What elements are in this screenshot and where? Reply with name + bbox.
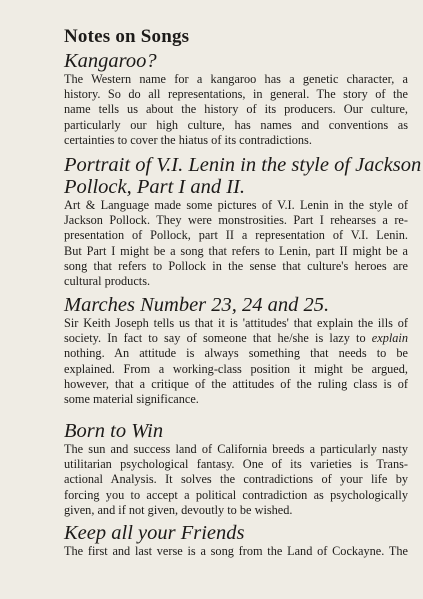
section-kangaroo [64,50,408,148]
page-title: Notes on Songs [64,26,190,47]
section-born-to-win [64,420,408,518]
section-keep-friends [64,522,408,559]
section-body: Sir Keith Joseph tells us that it is 'attitudes' that explain the ills of society. In fact to say of someone that he/she is lazy to explain nothing. An attitude is always something that needs to be explained. From a working-class position it might be argued, however, that a critique of the attitudes of the ruling class is of some material significance. [64,316,408,407]
section-marches [64,294,408,407]
section-body: Art & Language made some pictures of V.I. Lenin in the style of Jackson Pollock. They were monstrosities. Part I rehearses a re- presentation of Pollock, part II a representation of V.I. Lenin. But Part I might be a song that refers to Lenin, part II might be a song that refers to Pollock in the sense that culture's heroes are cultural products. [64,198,408,289]
section-heading: Keep all your Friends [64,522,245,544]
section-heading: Portrait of V.I. Lenin in the style of Jackson Pollock, Part I and II. [64,154,422,198]
section-lenin-pollock [64,154,422,289]
section-body: The sun and success land of California breeds a particularly nasty utilitarian psychological fantasy. One of its varieties is Trans- actional Analysis. It solves the contradictions of your life by forcing you to accept a political contradiction as psychologically given, and if not given, devoutly to be wished. [64,442,408,517]
section-body: The Western name for a kangaroo has a genetic character, a history. So do all representations, in general. The story of the name tells us about the history of its producers. Our culture, particularly our high culture, has names and conventions as certainties to cover the hiatus of its contradictions. [64,72,408,147]
section-heading: Kangaroo? [64,50,157,72]
section-heading: Born to Win [64,420,164,442]
emphasis-word: explain [371,331,408,346]
section-heading: Marches Number 23, 24 and 25. [64,294,330,316]
section-body: The first and last verse is a song from the Land of Cockayne. The [64,544,408,558]
